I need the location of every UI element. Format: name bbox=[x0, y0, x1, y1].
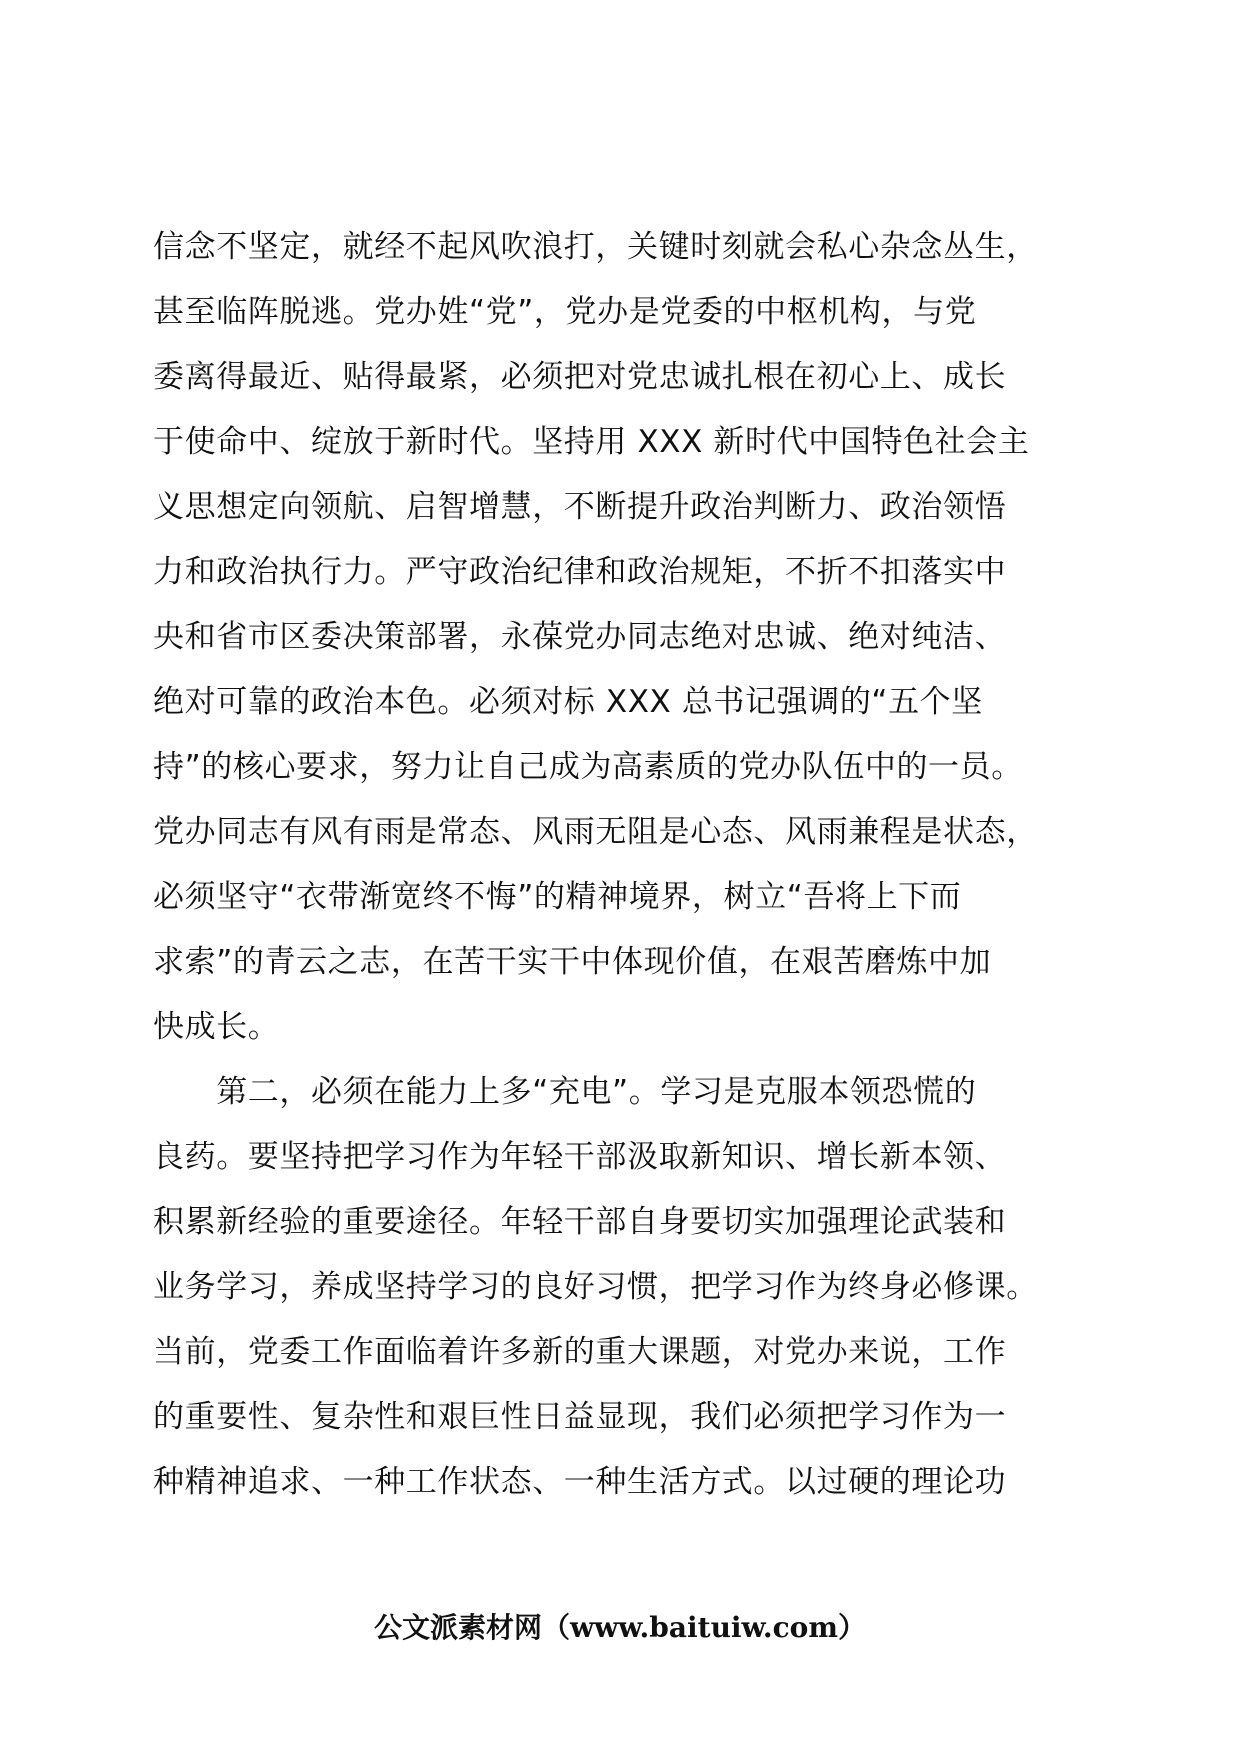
text-line: 求索”的青云之志，在苦干实干中体现价值，在艰苦磨炼中加 bbox=[153, 944, 992, 980]
text-line: 于使命中、绽放于新时代。坚持用 XXX 新时代中国特色社会主 bbox=[153, 424, 1030, 460]
text-line: 绝对可靠的政治本色。必须对标 XXX 总书记强调的“五个坚 bbox=[153, 684, 983, 720]
text-line: 第二，必须在能力上多“充电”。学习是克服本领恐慌的 bbox=[153, 1074, 977, 1110]
text-line: 种精神追求、一种工作状态、一种生活方式。以过硬的理论功 bbox=[153, 1464, 1007, 1500]
text-line: 良药。要坚持把学习作为年轻干部汲取新知识、增长新本领、 bbox=[153, 1139, 1007, 1175]
text-line: 业务学习，养成坚持学习的良好习惯，把学习作为终身必修课。 bbox=[153, 1269, 1038, 1305]
text-line: 必须坚守“衣带渐宽终不悔”的精神境界，树立“吾将上下而 bbox=[153, 879, 962, 915]
text-line: 义思想定向领航、启智增慧，不断提升政治判断力、政治领悟 bbox=[153, 489, 1007, 525]
text-line: 央和省市区委决策部署，永葆党办同志绝对忠诚、绝对纯洁、 bbox=[153, 619, 1007, 655]
text-line: 力和政治执行力。严守政治纪律和政治规矩，不折不扣落实中 bbox=[153, 554, 1007, 590]
text-line: 党办同志有风有雨是常态、风雨无阻是心态、风雨兼程是状态， bbox=[153, 814, 1038, 850]
text-line: 委离得最近、贴得最紧，必须把对党忠诚扎根在初心上、成长 bbox=[153, 359, 1007, 395]
text-line: 信念不坚定，就经不起风吹浪打，关键时刻就会私心杂念丛生， bbox=[153, 229, 1038, 265]
text-line: 持”的核心要求，努力让自己成为高素质的党办队伍中的一员。 bbox=[153, 749, 1023, 785]
text-line: 快成长。 bbox=[153, 1009, 280, 1045]
text-line: 的重要性、复杂性和艰巨性日益显现，我们必须把学习作为一 bbox=[153, 1399, 1007, 1435]
body-text bbox=[153, 215, 1088, 1515]
footer-watermark: 公文派素材网（www.baituiw.com） bbox=[374, 1611, 866, 1644]
text-line: 积累新经验的重要途径。年轻干部自身要切实加强理论武装和 bbox=[153, 1204, 1007, 1240]
text-line: 甚至临阵脱逃。党办姓“党”，党办是党委的中枢机构，与党 bbox=[153, 294, 977, 330]
text-line: 当前，党委工作面临着许多新的重大课题，对党办来说，工作 bbox=[153, 1334, 1007, 1370]
